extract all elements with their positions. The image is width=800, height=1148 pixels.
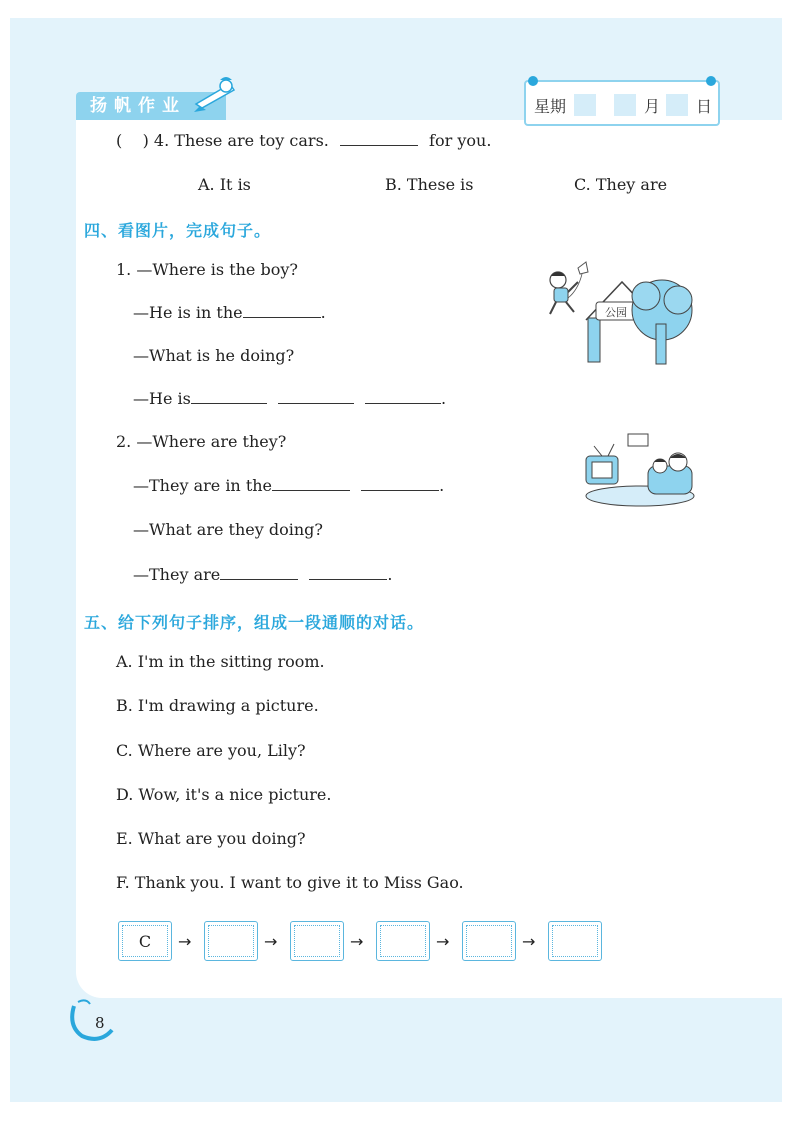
answer-text: —They are bbox=[133, 565, 221, 584]
answer-blank[interactable] bbox=[340, 131, 418, 146]
answer-blank[interactable] bbox=[278, 389, 354, 404]
arrow-icon: → bbox=[522, 932, 536, 951]
q4-option-c[interactable]: C. They are bbox=[574, 175, 668, 194]
sequence-box[interactable] bbox=[462, 921, 516, 961]
day-label: 日 bbox=[696, 97, 713, 116]
q4-stem: 4. These are toy cars. bbox=[153, 131, 329, 150]
s4-item2-question2: —What are they doing? bbox=[133, 520, 323, 539]
park-sign-text: 公园 bbox=[605, 306, 627, 319]
s4-item2-answer1: —They are in the . bbox=[133, 476, 445, 495]
boy-flying-kite-in-park-illustration bbox=[538, 260, 698, 368]
sequence-box[interactable] bbox=[204, 921, 258, 961]
date-box bbox=[524, 80, 720, 126]
arrow-icon: → bbox=[264, 932, 278, 951]
sequence-box[interactable] bbox=[118, 921, 172, 961]
arrow-icon: → bbox=[350, 932, 364, 951]
page-number: 8 bbox=[95, 1014, 105, 1032]
answer-blank[interactable] bbox=[365, 389, 441, 404]
q4-option-b[interactable]: B. These is bbox=[385, 175, 474, 194]
section5-title: 五、给下列句子排序，组成一段通顺的对话。 bbox=[84, 613, 425, 632]
s4-item2-answer2: —They are . bbox=[133, 565, 393, 584]
answer-blank[interactable] bbox=[361, 476, 439, 491]
section4-title: 四、看图片，完成句子。 bbox=[84, 221, 272, 240]
sequence-value: C bbox=[138, 932, 152, 951]
answer-blank[interactable] bbox=[309, 565, 387, 580]
pin-icon bbox=[706, 76, 716, 86]
sequence-box[interactable] bbox=[290, 921, 344, 961]
pin-icon bbox=[528, 76, 538, 86]
wave-swirl-icon bbox=[66, 996, 116, 1042]
s4-item1-answer2: —He is . bbox=[133, 389, 447, 408]
answer-paren[interactable]: ( ) bbox=[116, 131, 149, 150]
s5-sentence-e: E. What are you doing? bbox=[116, 829, 306, 848]
answer-blank[interactable] bbox=[191, 389, 267, 404]
answer-text: —He is bbox=[133, 389, 191, 408]
q4-option-a[interactable]: A. It is bbox=[198, 175, 251, 194]
answer-text: —They are in the bbox=[133, 476, 273, 495]
month-label: 月 bbox=[644, 97, 661, 116]
family-watching-tv-illustration bbox=[580, 432, 695, 508]
sequence-box[interactable] bbox=[548, 921, 602, 961]
s5-sentence-b: B. I'm drawing a picture. bbox=[116, 696, 319, 715]
sailing-mascot-icon bbox=[190, 74, 240, 114]
sequence-box[interactable] bbox=[376, 921, 430, 961]
arrow-icon: → bbox=[178, 932, 192, 951]
week-label: 星期 bbox=[534, 97, 567, 116]
s4-item1-answer1: —He is in the . bbox=[133, 303, 326, 322]
s4-item2-question: 2. —Where are they? bbox=[116, 432, 287, 451]
worksheet-paper bbox=[76, 120, 782, 998]
answer-blank[interactable] bbox=[272, 476, 350, 491]
answer-blank[interactable] bbox=[220, 565, 298, 580]
s4-item1-question: 1. —Where is the boy? bbox=[116, 260, 298, 279]
arrow-icon: → bbox=[436, 932, 450, 951]
month-field[interactable] bbox=[614, 94, 636, 116]
s5-sentence-f: F. Thank you. I want to give it to Miss Gao. bbox=[116, 873, 464, 892]
s4-item1-question2: —What is he doing? bbox=[133, 346, 295, 365]
q4-line bbox=[116, 131, 491, 151]
week-field[interactable] bbox=[574, 94, 596, 116]
day-field[interactable] bbox=[666, 94, 688, 116]
s5-sentence-d: D. Wow, it's a nice picture. bbox=[116, 785, 332, 804]
answer-blank[interactable] bbox=[243, 303, 321, 318]
header-title: 扬帆作业 bbox=[76, 92, 226, 120]
answer-text: —He is in the bbox=[133, 303, 243, 322]
s5-sentence-c: C. Where are you, Lily? bbox=[116, 741, 306, 760]
q4-stem-end: for you. bbox=[429, 131, 492, 150]
s5-sentence-a: A. I'm in the sitting room. bbox=[116, 652, 325, 671]
